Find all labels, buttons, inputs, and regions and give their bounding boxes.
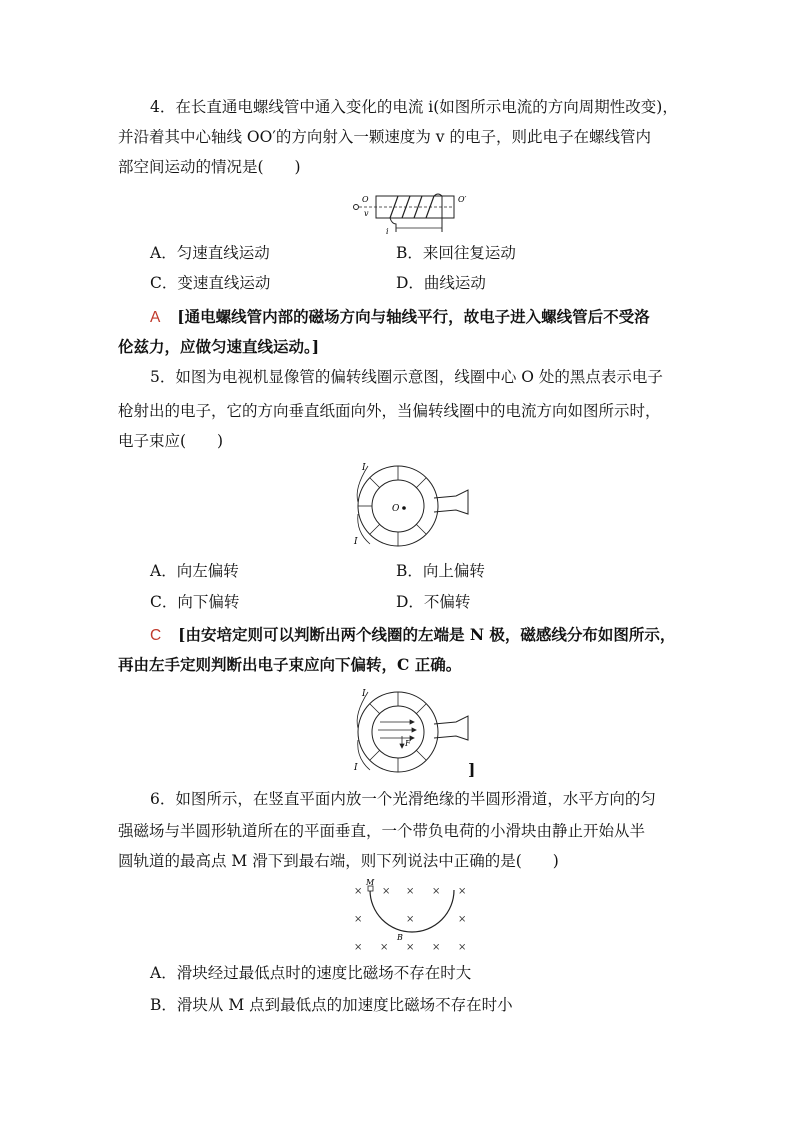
q4-stem-line-1: 4．在长直通电螺线管中通入变化的电流 i(如图所示电流的方向周期性改变)， bbox=[150, 98, 678, 116]
field-cross: × bbox=[354, 914, 363, 925]
q5-field-lines-figure bbox=[348, 684, 478, 776]
q5-stem-line-2: 枪射出的电子，它的方向垂直纸面向外，当偏转线圈中的电流方向如图所示时， bbox=[118, 402, 661, 420]
q6-stem-line-3: 圆轨道的最高点 M 滑下到最右端，则下列说法中正确的是( ) bbox=[118, 852, 559, 870]
q4-explanation-line-1 bbox=[150, 302, 720, 333]
q6-label-m: M bbox=[366, 878, 375, 887]
q6-semicircle-track-figure bbox=[350, 876, 480, 956]
q4-stem-line-3: 部空间运动的情况是( ) bbox=[118, 158, 301, 176]
field-cross: × bbox=[380, 942, 389, 953]
field-cross: × bbox=[458, 914, 467, 925]
field-cross: × bbox=[406, 942, 415, 953]
q6-option-a: A．滑块经过最低点时的速度比磁场不存在时大 bbox=[150, 964, 472, 982]
q6-stem-line-2: 强磁场与半圆形轨道所在的平面垂直，一个带负电荷的小滑块由静止开始从半 bbox=[118, 822, 646, 840]
q5-deflection-coil-figure bbox=[348, 458, 478, 550]
q5-fig2-label-i-top: I bbox=[362, 689, 366, 699]
q6-stem-line-1: 6．如图所示，在竖直平面内放一个光滑绝缘的半圆形滑道，水平方向的匀 bbox=[150, 790, 656, 808]
q4-option-c: C．变速直线运动 bbox=[150, 274, 271, 292]
q5-fig2-label-f: F bbox=[405, 739, 411, 748]
field-cross: × bbox=[458, 886, 467, 897]
q5-stem-line-1: 5．如图为电视机显像管的偏转线圈示意图，线圈中心 O 处的黑点表示电子 bbox=[150, 368, 663, 386]
field-cross: × bbox=[432, 942, 441, 953]
q5-answer-letter: C bbox=[150, 627, 162, 644]
q6-label-b: B bbox=[397, 933, 403, 942]
q4-stem-line-2: 并沿着其中心轴线 OO′的方向射入一颗速度为 v 的电子，则此电子在螺线管内 bbox=[118, 128, 651, 146]
q5-explanation-line-2: 再由左手定则判断出电子束应向下偏转，C 正确。 bbox=[118, 655, 462, 674]
q5-option-a: A．向左偏转 bbox=[150, 562, 239, 580]
q4-explanation-line-2: 伦兹力，应做匀速直线运动。] bbox=[118, 337, 320, 356]
field-cross: × bbox=[406, 914, 415, 925]
q5-option-c: C．向下偏转 bbox=[150, 593, 240, 611]
q4-label-o-prime: O′ bbox=[458, 195, 467, 204]
q4-option-d: D．曲线运动 bbox=[396, 274, 486, 292]
q4-option-b: B．来回往复运动 bbox=[396, 244, 516, 262]
field-cross: × bbox=[458, 942, 467, 953]
q4-label-i: i bbox=[386, 227, 389, 236]
q5-option-b: B．向上偏转 bbox=[396, 562, 485, 580]
q4-label-v: v bbox=[364, 209, 369, 218]
q5-explanation-text-1: [由安培定则可以判断出两个线圈的左端是 N 极，磁感线分布如图所示， bbox=[178, 625, 676, 644]
field-cross: × bbox=[406, 886, 415, 897]
q5-label-i-bottom: I bbox=[354, 537, 358, 547]
q5-label-o: O bbox=[392, 504, 400, 514]
q5-closing-bracket: ] bbox=[468, 760, 476, 779]
q4-explanation-text-1: [通电螺线管内部的磁场方向与轴线平行，故电子进入螺线管后不受洛 bbox=[177, 307, 650, 326]
q4-option-a: A．匀速直线运动 bbox=[150, 244, 270, 262]
q4-label-o: O bbox=[362, 195, 369, 204]
q4-answer-letter: A bbox=[150, 309, 161, 326]
field-cross: × bbox=[432, 886, 441, 897]
q5-explanation-line-1 bbox=[150, 620, 720, 651]
q6-option-b: B．滑块从 M 点到最低点的加速度比磁场不存在时小 bbox=[150, 996, 513, 1014]
field-cross: × bbox=[382, 886, 391, 897]
field-cross: × bbox=[354, 886, 363, 897]
field-cross: × bbox=[354, 942, 363, 953]
q5-label-i-top: I bbox=[362, 463, 366, 473]
q5-stem-line-3: 电子束应( ) bbox=[118, 432, 224, 450]
q4-solenoid-figure bbox=[350, 188, 480, 238]
q5-fig2-label-i-bottom: I bbox=[354, 763, 358, 773]
q5-option-d: D．不偏转 bbox=[396, 593, 471, 611]
